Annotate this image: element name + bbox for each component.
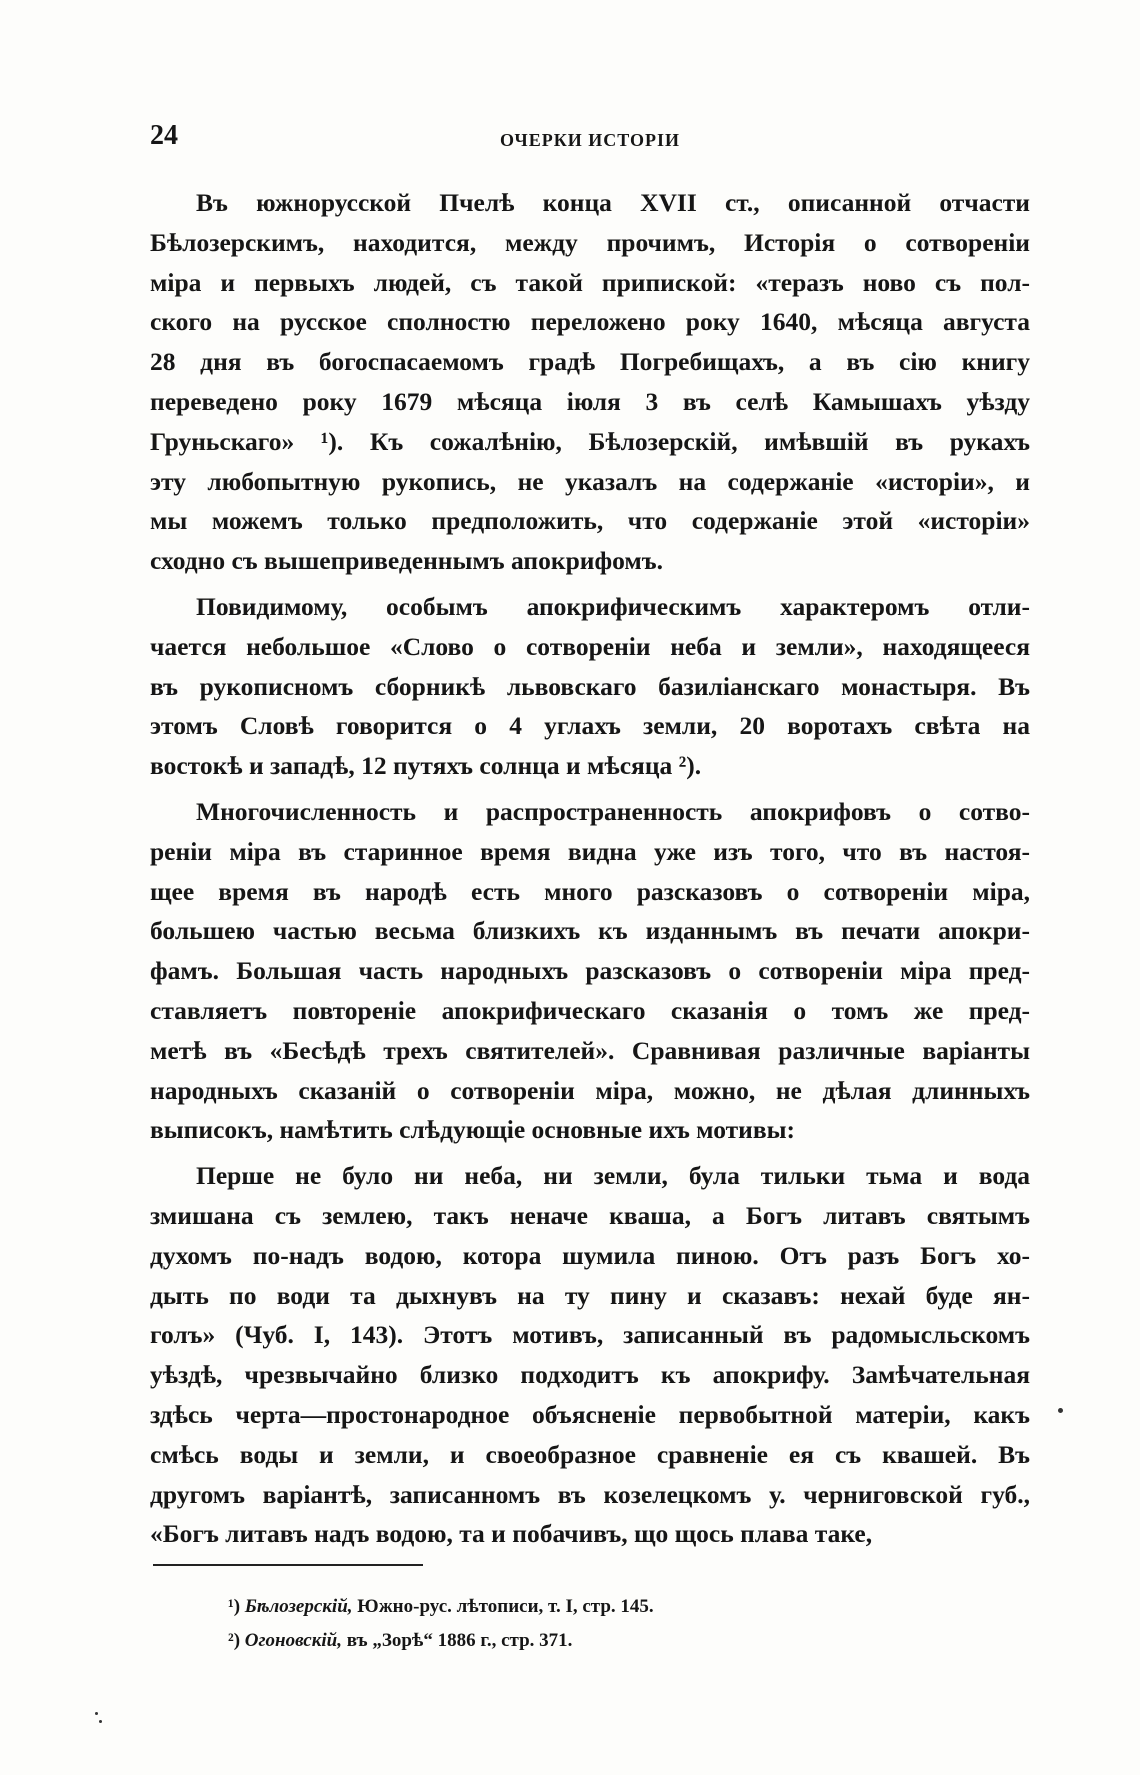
text-line: Перше не було ни неба, ни земли, була тильки тьма и вода bbox=[196, 1161, 1030, 1191]
text-line: здѣсь черта—простонародное объясненіе первобытной матеріи, какъ bbox=[150, 1399, 1030, 1429]
text-line: ского на русское сполностю переложено року 1640, мѣсяца августа bbox=[150, 307, 1030, 337]
paragraph bbox=[150, 183, 1030, 581]
footnote-mark: ¹) bbox=[228, 1596, 241, 1617]
text-line: Груньскаго» ¹). Къ сожалѣнію, Бѣлозерскій, имѣвшій въ рукахъ bbox=[150, 426, 1030, 456]
text-line: міра и первыхъ людей, съ такой припиской: «теразъ ново съ пол- bbox=[150, 267, 1030, 297]
print-speck bbox=[1058, 1408, 1063, 1413]
text-line: востокѣ и западѣ, 12 путяхъ солнца и мѣсяца ²). bbox=[150, 751, 702, 781]
text-line: переведено року 1679 мѣсяца іюля 3 въ селѣ Камышахъ уѣзду bbox=[150, 386, 1030, 416]
paragraph bbox=[150, 792, 1030, 1150]
body-text bbox=[150, 183, 1030, 1554]
footnote-rule bbox=[153, 1564, 423, 1566]
text-line: Многочисленность и распространенность апокрифовъ о сотво- bbox=[196, 796, 1030, 826]
text-line: въ рукописномъ сборникѣ львовскаго базиліанскаго монастыря. Въ bbox=[150, 671, 1030, 701]
footnote bbox=[228, 1590, 988, 1624]
text-line: выписокъ, намѣтить слѣдующіе основные ихъ мотивы: bbox=[150, 1115, 796, 1145]
running-head bbox=[150, 120, 1030, 160]
footnote-text: Южно-рус. лѣтописи, т. I, стр. 145. bbox=[352, 1596, 654, 1617]
text-line: эту любопытную рукопись, не указалъ на содержаніе «исторіи», и bbox=[150, 466, 1030, 496]
text-line: уѣздѣ, чрезвычайно близко подходитъ къ апокрифу. Замѣчательная bbox=[150, 1360, 1030, 1390]
running-title: ОЧЕРКИ ИСТОРІИ bbox=[499, 130, 681, 150]
text-line: ставляетъ повтореніе апокрифическаго сказанія о томъ же пред- bbox=[150, 995, 1030, 1025]
text-line: «Богъ литавъ надъ водою, та и побачивъ, що щось плава таке, bbox=[150, 1519, 873, 1549]
text-line: смѣсь воды и земли, и своеобразное сравненіе ея съ квашей. Въ bbox=[150, 1439, 1030, 1469]
text-line: большею частью весьма близкихъ къ изданнымъ въ печати апокри- bbox=[150, 916, 1030, 946]
text-line: фамъ. Большая часть народныхъ разсказовъ о сотвореніи міра пред- bbox=[150, 956, 1030, 986]
footnote-mark: ²) bbox=[228, 1630, 241, 1651]
footnote-author: Бѣлозерскій, bbox=[244, 1596, 353, 1617]
text-line: чается небольшое «Слово о сотвореніи неба и земли», находящееся bbox=[150, 631, 1030, 661]
page-number: 24 bbox=[150, 120, 178, 151]
text-line: духомъ по-надъ водою, котора шумила пиною. Отъ разъ Богъ хо- bbox=[150, 1240, 1030, 1270]
text-line: метѣ въ «Бесѣдѣ трехъ святителей». Сравнивая различные варіанты bbox=[150, 1035, 1030, 1065]
text-line: другомъ варіантѣ, записанномъ въ козелецкомъ у. черниговской губ., bbox=[150, 1479, 1030, 1509]
print-speck bbox=[99, 1720, 102, 1723]
print-speck bbox=[95, 1712, 98, 1715]
text-line: Бѣлозерскимъ, находится, между прочимъ, Исторія о сотвореніи bbox=[150, 227, 1030, 257]
text-line: сходно съ вышеприведеннымъ апокрифомъ. bbox=[150, 546, 663, 576]
text-line: мы можемъ только предположить, что содержаніе этой «исторіи» bbox=[150, 506, 1030, 536]
text-line: змишана съ землею, такъ неначе кваша, а Богъ литавъ святымъ bbox=[150, 1200, 1030, 1230]
footnote-author: Огоновскій, bbox=[244, 1630, 342, 1651]
text-line: дыть по води та дыхнувъ на ту пину и сказавъ: нехай буде ян- bbox=[150, 1280, 1030, 1310]
text-line: этомъ Словѣ говорится о 4 углахъ земли, 20 воротахъ свѣта на bbox=[150, 711, 1030, 741]
text-line: голъ» (Чуб. I, 143). Этотъ мотивъ, записанный въ радомысльскомъ bbox=[150, 1320, 1030, 1350]
text-line: щее время въ народѣ есть много разсказовъ о сотвореніи міра, bbox=[150, 876, 1030, 906]
paragraph bbox=[150, 1156, 1030, 1554]
text-line: народныхъ сказаній о сотвореніи міра, можно, не дѣлая длинныхъ bbox=[150, 1075, 1030, 1105]
text-line: Въ южнорусской Пчелѣ конца XVII ст., описанной отчасти bbox=[196, 188, 1030, 217]
text-line: реніи міра въ старинное время видна уже изъ того, что въ настоя- bbox=[150, 836, 1030, 866]
text-line: 28 дня въ богоспасаемомъ градѣ Погребищахъ, а въ сію книгу bbox=[150, 347, 1030, 377]
text-line: Повидимому, особымъ апокрифическимъ характеромъ отли- bbox=[196, 591, 1030, 621]
footnotes bbox=[228, 1590, 988, 1658]
footnote-text: въ „Зорѣ“ 1886 г., стр. 371. bbox=[341, 1630, 573, 1651]
footnote bbox=[228, 1624, 988, 1658]
paragraph bbox=[150, 587, 1030, 786]
